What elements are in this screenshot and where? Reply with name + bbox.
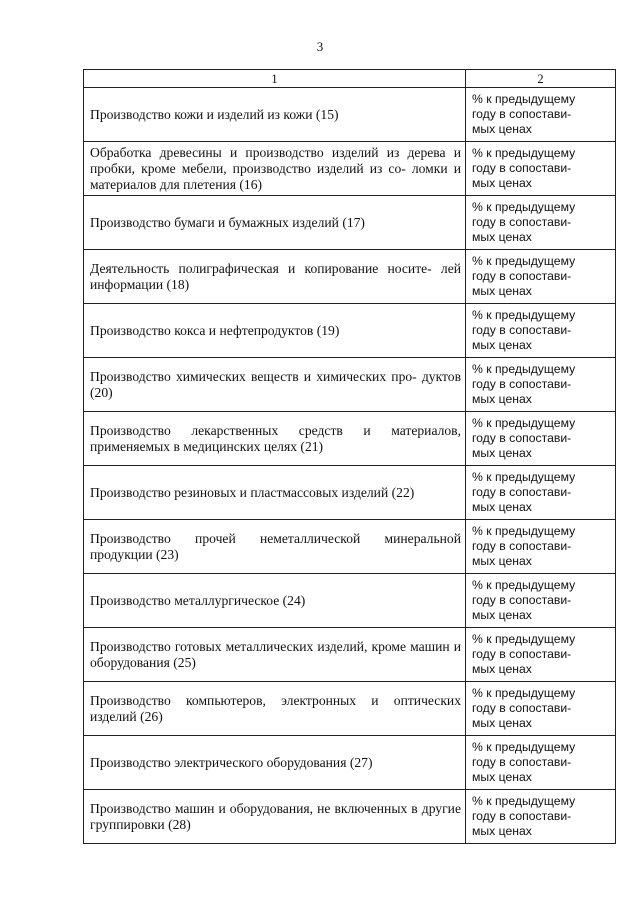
unit-text: % к предыдущему году в сопостави- мых ценах	[472, 254, 576, 298]
unit-cell	[466, 304, 616, 358]
unit-text: % к предыдущему году в сопостави- мых ценах	[472, 470, 576, 514]
page-number: 3	[316, 39, 324, 54]
unit-cell	[466, 142, 616, 196]
unit-text: % к предыдущему году в сопостави- мых ценах	[472, 362, 576, 406]
unit-cell	[466, 412, 616, 466]
unit-text: % к предыдущему году в сопостави- мых ценах	[472, 146, 576, 190]
industry-name: Производство кокса и нефтепродуктов (19)	[84, 304, 466, 358]
table-row	[84, 142, 616, 196]
table-row	[84, 358, 616, 412]
unit-text: % к предыдущему году в сопостави- мых ценах	[472, 200, 576, 244]
industry-name: Деятельность полиграфическая и копирование носите- лей информации (18)	[84, 250, 466, 304]
unit-cell	[466, 520, 616, 574]
unit-cell	[466, 196, 616, 250]
table-row	[84, 88, 616, 142]
industry-name: Производство бумаги и бумажных изделий (17)	[84, 196, 466, 250]
industry-name: Производство химических веществ и химических про- дуктов (20)	[84, 358, 466, 412]
unit-text: % к предыдущему году в сопостави- мых ценах	[472, 794, 576, 838]
unit-cell	[466, 790, 616, 844]
table-header-row	[84, 70, 616, 88]
table-row	[84, 628, 616, 682]
unit-cell	[466, 628, 616, 682]
table-row	[84, 574, 616, 628]
unit-text: % к предыдущему году в сопостави- мых ценах	[472, 686, 576, 730]
table-row	[84, 412, 616, 466]
table-row	[84, 304, 616, 358]
table-row	[84, 736, 616, 790]
unit-cell	[466, 358, 616, 412]
industry-name: Производство кожи и изделий из кожи (15)	[84, 88, 466, 142]
unit-text: % к предыдущему году в сопостави- мых ценах	[472, 308, 576, 352]
table-row	[84, 790, 616, 844]
unit-text: % к предыдущему году в сопостави- мых ценах	[472, 524, 576, 568]
indicators-table	[83, 69, 616, 844]
unit-cell	[466, 574, 616, 628]
unit-cell	[466, 466, 616, 520]
unit-cell	[466, 88, 616, 142]
table-row	[84, 466, 616, 520]
industry-name: Производство готовых металлических изделий, кроме машин и оборудования (25)	[84, 628, 466, 682]
unit-cell	[466, 736, 616, 790]
column-header-1: 1	[84, 70, 466, 88]
table-row	[84, 196, 616, 250]
unit-text: % к предыдущему году в сопостави- мых ценах	[472, 416, 576, 460]
industry-name: Обработка древесины и производство изделий из дерева и пробки, кроме мебели, производство изделий из со- ломки и материалов для плетения (16)	[84, 142, 466, 196]
industry-name: Производство прочей неметаллической минеральной продукции (23)	[84, 520, 466, 574]
table-row	[84, 520, 616, 574]
unit-text: % к предыдущему году в сопостави- мых ценах	[472, 632, 576, 676]
industry-name: Производство электрического оборудования (27)	[84, 736, 466, 790]
industry-name: Производство лекарственных средств и материалов, применяемых в медицинских целях (21)	[84, 412, 466, 466]
unit-text: % к предыдущему году в сопостави- мых ценах	[472, 740, 576, 784]
table-row	[84, 682, 616, 736]
unit-text: % к предыдущему году в сопостави- мых ценах	[472, 578, 576, 622]
industry-name: Производство компьютеров, электронных и оптических изделий (26)	[84, 682, 466, 736]
industry-name: Производство машин и оборудования, не включенных в другие группировки (28)	[84, 790, 466, 844]
unit-cell	[466, 250, 616, 304]
table-row	[84, 250, 616, 304]
unit-text: % к предыдущему году в сопостави- мых ценах	[472, 92, 576, 136]
column-header-2: 2	[466, 70, 616, 88]
industry-name: Производство резиновых и пластмассовых изделий (22)	[84, 466, 466, 520]
unit-cell	[466, 682, 616, 736]
industry-name: Производство металлургическое (24)	[84, 574, 466, 628]
